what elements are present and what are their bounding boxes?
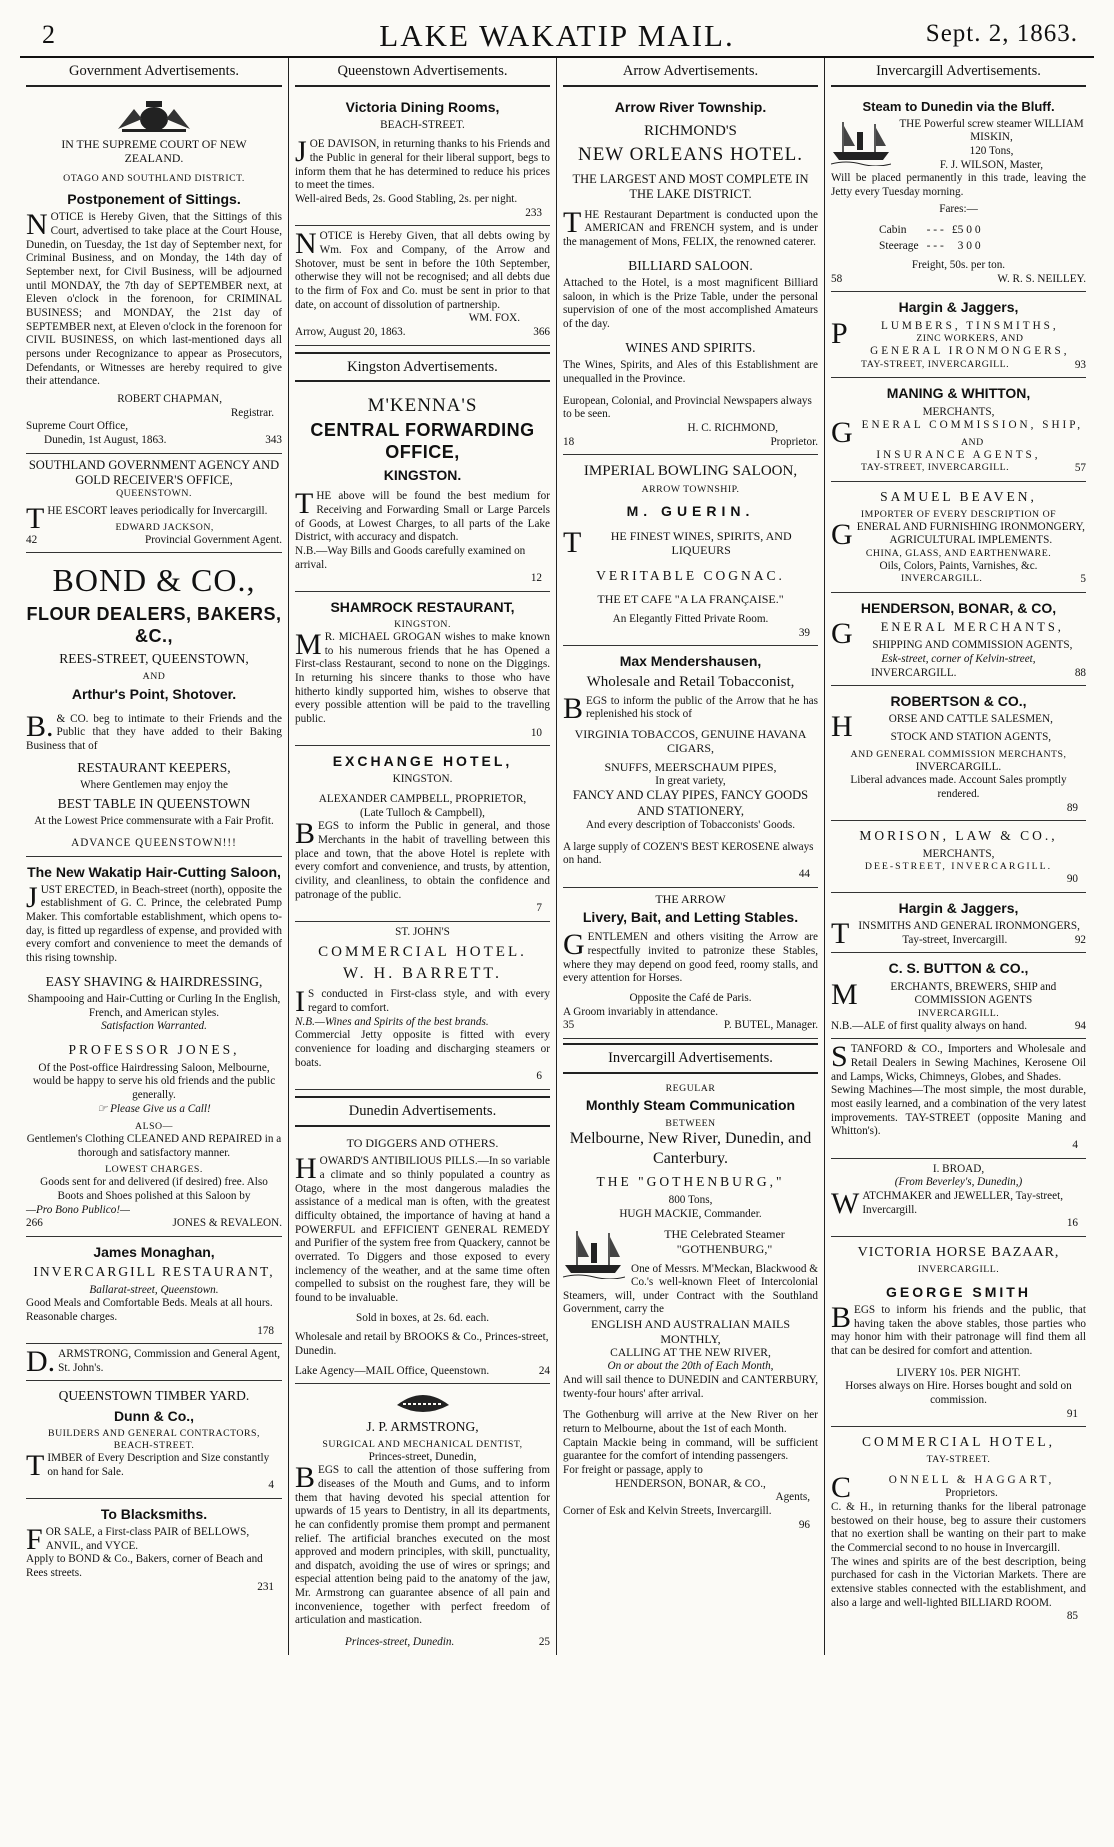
imperial-place: ARROW TOWNSHIP.	[641, 483, 740, 495]
timber-body: TIMBER of Every Description and Size constantly on hand for Sale.	[26, 1448, 270, 1482]
ad-mckenna-forwarding	[295, 387, 550, 592]
blacksmiths-body: FOR SALE, a First-class PAIR of BELLOWS, ANVIL, and VYCE.	[26, 1522, 250, 1556]
miskin-placed: Will be placed permanently in this trade, leaving the Jetty every Tuesday morning.	[831, 172, 1086, 198]
steam-agents-role: Agents,	[775, 1491, 810, 1504]
beaven-town: INVERCARGILL.	[901, 573, 983, 585]
miskin-tons: 120 Tons,	[969, 144, 1014, 157]
bazaar-title: VICTORIA HORSE BAZAAR,	[857, 1244, 1060, 1260]
ad-number: 88	[1074, 666, 1086, 679]
steam-sail: And will sail thence to DUNEDIN and CANTERBURY, twenty-four hours' after arrival.	[563, 1374, 818, 1400]
steam-calling: CALLING AT THE NEW RIVER,	[610, 1347, 771, 1360]
ad-maning-whitton	[831, 378, 1086, 482]
button-nb: N.B.—ALE of first quality always on hand.	[831, 1019, 1028, 1032]
fares-table: Cabin - - - £5 0 0 Steerage - - - 3 0 0	[877, 221, 989, 255]
bazaar-body: BEGS to inform his friends and the public, that having taken the above stables, those parties who may honor him with their patronage will find them all that can be desired for comfort and attention.	[831, 1301, 1086, 1358]
miskin-master: F. J. WILSON, Master,	[939, 158, 1044, 171]
blacksmiths-apply: Apply to BOND & Co., Bakers, corner of Beach and Rees streets.	[26, 1553, 263, 1579]
agency-title: SOUTHLAND GOVERNMENT AGENCY AND GOLD RECEIVER'S OFFICE,	[28, 457, 280, 487]
shamrock-place: KINGSTON.	[394, 619, 451, 631]
ad-number: 7	[536, 902, 542, 915]
commercial-body-2: The wines and spirits are of the best description, being purchased for cash in the Victorian Markets. There are extensive stables connected with the establishment, and also a large and well-lighted BILLIARD ROOM.	[831, 1555, 1086, 1609]
stjohns-jetty: Commercial Jetty opposite is fitted with every convenience for loading and discharging steamers or boats.	[295, 1029, 550, 1069]
bazaar-horses: Horses always on Hire. Horses bought and sold on commission.	[845, 1380, 1072, 1406]
court-district: OTAGO AND SOUTHLAND DISTRICT.	[63, 173, 245, 185]
stjohns-body: IS conducted in First-class style, and with every regard to comfort.	[295, 985, 550, 1019]
ad-william-miskin	[831, 92, 1086, 293]
max-supply: A large supply of COZEN'S BEST KEROSENE always on hand.	[563, 840, 814, 867]
ad-number: 90	[1066, 873, 1078, 886]
ad-number: 93	[1074, 358, 1086, 371]
imperial-title: IMPERIAL BOWLING SALOON,	[583, 463, 798, 480]
ad-antibilious-pills	[295, 1132, 550, 1384]
column-header: Government Advertisements.	[26, 58, 282, 87]
robertson-town: INVERCARGILL.	[915, 760, 1002, 773]
richmond-name: RICHMOND'S	[644, 122, 737, 139]
miskin-freight: Freight, 50s. per ton.	[911, 259, 1006, 272]
haircut-prof-body: Of the Post-office Hairdressing Saloon, Melbourne, would be happy to serve his old friends and the public generally.	[32, 1061, 276, 1101]
exchange-title: EXCHANGE HOTEL,	[332, 753, 513, 770]
ad-number: 57	[1074, 462, 1086, 475]
court-heading: Postponement of Sittings.	[67, 191, 241, 208]
stanford-body: STANFORD & CO., Importers and Wholesale and Retail Dealers in Sewing Machines, Kerosene Oil and Lamps, Wicks, Chimneys, Globes, and Shades.	[831, 1040, 1086, 1083]
hargin-iron: GENERAL IRONMONGERS,	[870, 345, 1070, 358]
beaven-name: SAMUEL BEAVEN,	[880, 489, 1037, 505]
fare-class: Cabin	[879, 224, 907, 237]
exchange-body: BEGS to inform the Public in general, and those Merchants in the habit of travelling between this place and town, that the above Hotel is replete with every comfort and convenience, and trusts, by attention, civility, and cleanliness, to obtain the confidence and patronage of the public.	[295, 817, 550, 901]
haircut-body: JUST ERECTED, in Beach-street (north), opposite the establishment of G. C. Prince, the celebrated Pump Maker. This comfortable establishment, which opens to-day, is fitted up regardless of expense, and provided with every comfort and convenience to meet the demands of this rising township.	[26, 880, 282, 964]
livery-signer: P. BUTEL, Manager.	[723, 1019, 818, 1032]
steamship-icon	[831, 118, 891, 166]
beaven-general: GENERAL AND FURNISHING IRONMONGERY, AGRICULTURAL IMPLEMENTS.	[831, 517, 1085, 551]
miskin-title: Steam to Dunedin via the Bluff.	[862, 98, 1055, 114]
hargin-trade: PLUMBERS, TINSMITHS,	[831, 316, 1059, 350]
monaghan-body: Good Meals and Comfortable Beds. Meals at all hours. Reasonable charges.	[26, 1297, 273, 1323]
timber-street: BEACH-STREET.	[113, 1439, 195, 1451]
max-line-2: SNUFFS, MEERSCHAUM PIPES,	[604, 760, 777, 775]
bond-street: REES-STREET, QUEENSTOWN,	[59, 651, 249, 667]
steam-date: On or about the 20th of Each Month,	[607, 1360, 774, 1373]
ad-number: 6	[536, 1070, 542, 1083]
richmond-largest: THE LARGEST AND MOST COMPLETE IN THE LAKE DISTRICT.	[572, 172, 809, 202]
court-dateline: Dunedin, 1st August, 1863.	[44, 433, 167, 446]
haircut-lowest: LOWEST CHARGES.	[105, 1164, 203, 1176]
denture-icon	[395, 1391, 451, 1415]
ad-number: 94	[1074, 1019, 1086, 1032]
court-role: Registrar.	[230, 406, 274, 419]
timber-firm: Dunn & Co.,	[113, 1407, 195, 1424]
victoria-title: Victoria Dining Rooms,	[345, 98, 500, 115]
court-signer: ROBERT CHAPMAN,	[117, 393, 222, 406]
max-name: Max Mendershausen,	[619, 653, 762, 670]
button-town: INVERCARGILL.	[917, 1007, 1000, 1019]
blacksmiths-title: To Blacksmiths.	[100, 1505, 208, 1522]
fare-price: 3 0 0	[957, 240, 981, 253]
ad-max-mendershausen	[563, 646, 818, 887]
richmond-hotel: NEW ORLEANS HOTEL.	[577, 144, 804, 166]
pills-body: HOWARD'S ANTIBILIOUS PILLS.—In so variable a climate and so thinly populated a country as Otago, where in the most dangerous maladies the assistance of a medical man is often, with the greatest difficulty obtained, the importance of having at hand a POWERFUL and EFFICIENT GENERAL REMEDY and Purifier of the system free from Quackery, cannot be overrated. To Diggers and those exposed to every inclemency of the weather, and at the same time often compelled to subsist on the roughest fare, they will be found to be invaluable.	[295, 1152, 550, 1304]
hargin-zinc: ZINC WORKERS, AND	[916, 333, 1024, 345]
steam-body: One of Messrs. M'Meckan, Blackwood & Co.'s well-known Fleet of Intercolonial Steamers, will, under Contract with the Southland Government, carry the	[563, 1262, 818, 1316]
maning-insurance: INSURANCE AGENTS,	[876, 448, 1041, 461]
ad-stanford	[831, 1039, 1086, 1158]
haircut-shave: EASY SHAVING & HAIRDRESSING,	[45, 973, 263, 989]
monaghan-restaurant: INVERCARGILL RESTAURANT,	[33, 1264, 275, 1280]
ad-number: 44	[798, 867, 810, 880]
stjohns-name: ST. JOHN'S	[395, 925, 450, 938]
shamrock-body: MR. MICHAEL GROGAN wishes to make known to his numerous friends that he has Opened a First-class Restaurant, second to none on the Diggings. In returning his sincere thanks to those who have hitherto kindly supported him, wishes to observe that every possible attention will be paid to the travelling public.	[295, 628, 550, 725]
haircut-satisfaction: Satisfaction Warranted.	[101, 1020, 207, 1033]
ad-number: 96	[798, 1518, 810, 1531]
victoria-beds: Well-aired Beds, 2s. Good Stabling, 2s. per night.	[295, 193, 518, 206]
fare-class: Steerage	[879, 240, 919, 253]
ad-hargin-jaggers-1	[831, 292, 1086, 378]
henderson-general: GENERAL MERCHANTS,	[831, 617, 1064, 651]
morison-merchants: MERCHANTS,	[922, 847, 995, 860]
ad-number: 39	[798, 626, 810, 639]
bond-and: AND	[142, 670, 166, 682]
broad-from: (From Beverley's, Dunedin,)	[894, 1176, 1023, 1189]
ad-victoria-dining-rooms	[295, 92, 550, 227]
ad-number: 18	[563, 435, 575, 448]
pills-boxes: Sold in boxes, at 2s. 6d. each.	[356, 1311, 489, 1324]
steam-between: BETWEEN	[665, 1117, 716, 1129]
ad-james-monaghan	[26, 1237, 282, 1344]
issue-date: Sept. 2, 1863.	[925, 20, 1078, 47]
steam-commander: HUGH MACKIE, Commander.	[619, 1207, 762, 1220]
livery-title: Livery, Bait, and Letting Stables.	[582, 909, 799, 926]
button-name: C. S. BUTTON & CO.,	[888, 960, 1029, 977]
dentist-footer: Princes-street, Dunedin.	[345, 1636, 455, 1649]
ad-number: 4	[268, 1479, 274, 1492]
haircut-cleaned: Gentlemen's Clothing CLEANED AND REPAIRED in a thorough and satisfactory manner.	[26, 1133, 282, 1159]
ad-supreme-court	[26, 92, 282, 454]
ad-morison-law	[831, 821, 1086, 893]
ad-hair-cutting-saloon	[26, 857, 282, 1237]
steam-regular: REGULAR	[665, 1082, 716, 1094]
max-line-5: And every description of Tobacconists' Goods.	[585, 818, 796, 831]
commercial-title: COMMERCIAL HOTEL,	[862, 1434, 1055, 1450]
pills-title: TO DIGGERS AND OTHERS.	[346, 1135, 499, 1150]
stanford-sewing: Sewing Machines—The most simple, the most durable, most easily learned, and a combination of the very latest improvements. TAY-STREET (opposite Maning and Whitton's).	[831, 1084, 1086, 1138]
ad-st-johns-hotel	[295, 922, 550, 1090]
richmond-papers: European, Colonial, and Provincial Newspapers always to be seen.	[563, 394, 812, 421]
robertson-name: ROBERTSON & CO.,	[890, 693, 1027, 710]
bond-place: Arthur's Point, Shotover.	[71, 685, 237, 702]
masthead	[20, 16, 1094, 58]
ad-number: 25	[538, 1636, 550, 1649]
bazaar-owner: GEORGE SMITH	[886, 1283, 1031, 1300]
ad-number: 231	[257, 1580, 274, 1593]
bond-where: Where Gentlemen may enjoy the	[80, 779, 228, 792]
mckenna-nb: N.B.—Way Bills and Goods carefully examined on arrival.	[295, 545, 526, 571]
stjohns-title: COMMERCIAL HOTEL.	[318, 943, 527, 960]
haircut-call: ☞ Please Give us a Call!	[97, 1102, 211, 1115]
victoria-street: BEACH-STREET.	[380, 118, 465, 131]
steam-corner: Corner of Esk and Kelvin Streets, Invercargill.	[563, 1504, 772, 1517]
livery-groom: A Groom invariably in attendance.	[563, 1005, 719, 1018]
commercial-role: Proprietors.	[945, 1487, 998, 1500]
steam-route: Melbourne, New River, Dunedin, and Canterbury.	[569, 1130, 812, 1167]
court-office: Supreme Court Office,	[26, 420, 129, 433]
livery-name: THE ARROW	[655, 891, 726, 906]
imperial-cafe: THE ET CAFE "A LA FRANÇAISE."	[597, 592, 784, 607]
stjohns-owner: W. H. BARRETT.	[343, 964, 502, 982]
agency-role: Provincial Government Agent.	[144, 533, 282, 546]
ad-richmonds-hotel	[563, 92, 818, 456]
richmond-signer: H. C. RICHMOND,	[687, 421, 778, 434]
mckenna-place: KINGSTON.	[383, 467, 462, 484]
exchange-late: (Late Tulloch & Campbell),	[360, 806, 485, 819]
haircut-shampoo: Shampooing and Hair-Cutting or Curling In the English, French, and American styles.	[27, 993, 281, 1019]
beaven-china: CHINA, GLASS, AND EARTHENWARE.	[865, 547, 1052, 559]
pills-wholesale: Wholesale and retail by BROOKS & Co., Princes-street, Dunedin.	[295, 1331, 549, 1357]
ad-number: 24	[538, 1364, 550, 1377]
column-header: Queenstown Advertisements.	[295, 58, 550, 87]
livery-opposite: Opposite the Café de Paris.	[629, 991, 752, 1004]
richmond-billiard: BILLIARD SALOON.	[628, 257, 753, 273]
max-line-3: In great variety,	[655, 774, 726, 787]
bazaar-town: INVERCARGILL.	[917, 1264, 1000, 1276]
beaven-importer: IMPORTER OF EVERY DESCRIPTION OF	[860, 508, 1057, 520]
steam-captain: Captain Mackie being in command, will be sufficient guarantee for the comfort of intending passengers.	[563, 1436, 818, 1463]
royal-crest-icon	[112, 99, 196, 133]
steam-ship: THE "GOTHENBURG,"	[596, 1174, 785, 1190]
stjohns-nb: N.B.—Wines and Spirits of the best brands.	[295, 1015, 489, 1028]
henderson-name: HENDERSON, BONAR, & CO,	[860, 600, 1057, 617]
maning-merchants: MERCHANTS,	[922, 405, 995, 418]
page-number: 2	[42, 20, 55, 49]
miskin-signer: W. R. S. NEILLEY.	[997, 272, 1086, 285]
max-body: BEGS to inform the public of the Arrow that he has replenished his stock of	[563, 691, 818, 725]
maning-street: TAY-STREET, INVERCARGILL.	[861, 462, 1010, 474]
broad-name: I. BROAD,	[932, 1162, 985, 1175]
ad-number: 366	[533, 325, 550, 338]
commercial-owners: CONNELL & HAGGART,	[831, 1470, 1055, 1504]
bazaar-livery: LIVERY 10s. PER NIGHT.	[896, 1366, 1021, 1379]
section-header-kingston: Kingston Advertisements.	[295, 352, 550, 383]
bond-name: BOND & CO.,	[52, 562, 256, 599]
ad-d-armstrong	[26, 1344, 282, 1381]
shamrock-title: SHAMROCK RESTAURANT,	[330, 599, 515, 616]
steam-arrive: The Gothenburg will arrive at the New River on her return to Melbourne, about the 1st of each Month.	[563, 1409, 818, 1436]
hargin2-street: Tay-street, Invercargill.	[902, 933, 1008, 946]
steam-mails: ENGLISH AND AUSTRALIAN MAILS MONTHLY,	[590, 1317, 790, 1346]
steam-steamer: THE Celebrated Steamer "GOTHENBURG,"	[664, 1227, 785, 1256]
haircut-signer: JONES & REVALEON.	[172, 1217, 282, 1230]
commercial-body: C. & H., in returning thanks for the liberal patronage bestowed on their house, beg to assure their customers that no exertion shall be wanting on their part to make the Commercial second to no house in Invercargill.	[831, 1501, 1086, 1554]
haircut-title: The New Wakatip Hair-Cutting Saloon,	[27, 863, 281, 880]
ad-number: 85	[1066, 1610, 1078, 1623]
section-header-invercargill: Invercargill Advertisements.	[563, 1043, 818, 1074]
morison-street: DEE-STREET, INVERCARGILL.	[864, 861, 1053, 873]
haircut-goods: Goods sent for and delivered (if desired) free. Also Boots and Shoes polished at this Saloon by	[40, 1176, 268, 1203]
fox-body: NOTICE is Hereby Given, that all debts owing by Wm. Fox and Company, of the Arrow and Shotover, must be sent in before the 10th September, otherwise they will not be recognised; and all debts due to the firm of Fox and Co. must be sent in prior to that date, on account of dissolution of partnership.	[295, 227, 550, 311]
bond-advance: ADVANCE QUEENSTOWN!!!	[71, 836, 237, 849]
mckenna-title: CENTRAL FORWARDING OFFICE,	[310, 420, 535, 463]
armstrong-body: D.ARMSTRONG, Commission and General Agent, St. John's.	[26, 1345, 281, 1379]
hargin2-trade: TINSMITHS AND GENERAL IRONMONGERS,	[831, 917, 1080, 951]
dentist-trade: SURGICAL AND MECHANICAL DENTIST,	[322, 1438, 523, 1450]
steam-agents: HENDERSON, BONAR, & CO.,	[615, 1477, 766, 1490]
maning-and: AND	[960, 436, 984, 448]
maning-general: GENERAL COMMISSION, SHIP,	[831, 416, 1084, 450]
ad-number: 233	[525, 206, 542, 219]
miskin-fares: Fares:—	[939, 203, 978, 216]
richmond-billiard-body: Attached to the Hotel, is a most magnificent Billiard saloon, in which is the Prize Table, under the personal supervision of one of the most accomplished Amateurs of the day.	[563, 277, 818, 331]
morison-name: MORISON, LAW & CO.,	[859, 828, 1058, 844]
max-line-1: VIRGINIA TOBACCOS, GENUINE HAVANA CIGARS,	[574, 726, 807, 756]
ad-number: 5	[1080, 573, 1086, 586]
ad-number: 58	[831, 272, 843, 285]
exchange-owner: ALEXANDER CAMPBELL, PROPRIETOR,	[318, 793, 527, 806]
ad-number: 4	[1072, 1139, 1078, 1152]
ad-arrow-livery-stables	[563, 888, 818, 1039]
haircut-also: ALSO—	[135, 1121, 173, 1133]
steam-freight: For freight or passage, apply to	[563, 1464, 703, 1476]
richmond-role: Proprietor.	[770, 435, 818, 448]
bond-intro: B.& CO. beg to intimate to their Friends and the Public that they have added to their Baking Business that of	[26, 709, 282, 753]
richmond-wines: WINES AND SPIRITS.	[625, 339, 756, 355]
ad-number: 10	[530, 726, 542, 739]
button-trade: MERCHANTS, BREWERS, SHIP and COMMISSION AGENTS	[831, 977, 1057, 1011]
hargin2-name: Hargin & Jaggers,	[898, 900, 1019, 917]
ad-number: 266	[26, 1217, 43, 1230]
robertson-general: AND GENERAL COMMISSION MERCHANTS,	[850, 748, 1067, 760]
henderson-town: INVERCARGILL.	[871, 666, 957, 679]
henderson-corner: Esk-street, corner of Kelvin-street,	[881, 653, 1036, 666]
ad-number: 42	[26, 533, 38, 546]
broad-trade: WATCHMAKER and JEWELLER, Tay-street, Invercargill.	[831, 1186, 1063, 1220]
victoria-body: JOE DAVISON, in returning thanks to his Friends and the Public in general for their liberal support, begs to inform them that he has determined to reduce his prices to meet the times.	[295, 135, 550, 192]
max-line-4: FANCY AND CLAY PIPES, FANCY GOODS AND STATIONERY,	[572, 788, 809, 818]
robertson-advances: Liberal advances made. Account Sales promptly rendered.	[850, 774, 1067, 801]
commercial-street: TAY-STREET.	[926, 1453, 991, 1465]
timber-trade: BUILDERS AND GENERAL CONTRACTORS,	[48, 1428, 260, 1440]
dentist-name: J. P. ARMSTRONG,	[366, 1419, 479, 1435]
imperial-room: An Elegantly Fitted Private Room.	[612, 612, 769, 625]
exchange-place: KINGSTON.	[392, 773, 453, 786]
ad-exchange-hotel	[295, 746, 550, 922]
ad-blacksmiths	[26, 1499, 282, 1599]
fox-signer: WM. FOX.	[468, 312, 520, 325]
ad-fox-notice	[295, 226, 550, 345]
ad-hargin-jaggers-2	[831, 893, 1086, 953]
ad-samuel-beaven	[831, 482, 1086, 593]
ad-shamrock-restaurant	[295, 592, 550, 746]
section-header-dunedin: Dunedin Advertisements.	[295, 1096, 550, 1127]
mckenna-name: M'KENNA'S	[367, 395, 478, 417]
column-arrow	[556, 58, 824, 1655]
ad-southland-agency	[26, 454, 282, 554]
imperial-owner: M. GUERIN.	[626, 503, 755, 520]
fox-dateline: Arrow, August 20, 1863.	[295, 325, 406, 338]
ad-number: 89	[1066, 801, 1078, 814]
column-invercargill	[824, 58, 1092, 1655]
court-title: IN THE SUPREME COURT OF NEW ZEALAND.	[61, 136, 247, 166]
haircut-professor: PROFESSOR JONES,	[68, 1042, 240, 1058]
newspaper-title: LAKE WAKATIP MAIL.	[379, 18, 735, 53]
pills-agency: Lake Agency—MAIL Office, Queenstown.	[295, 1364, 490, 1377]
ad-imperial-bowling-saloon	[563, 455, 818, 646]
ad-timber-yard	[26, 1381, 282, 1498]
imperial-finest: THE FINEST WINES, SPIRITS, AND LIQUEURS	[563, 525, 792, 559]
steam-tons: 800 Tons,	[668, 1193, 713, 1206]
steam-title: Monthly Steam Communication	[585, 1097, 796, 1114]
column-queenstown	[288, 58, 556, 1655]
dentist-street: Princes-street, Dunedin,	[368, 1450, 477, 1463]
ad-cs-button	[831, 953, 1086, 1039]
ad-dentist-armstrong	[295, 1384, 550, 1655]
ad-number: 35	[563, 1019, 575, 1032]
richmond-township: Arrow River Township.	[614, 98, 767, 115]
richmond-wines-body: The Wines, Spirits, and Ales of this Establishment are unequalled in the Province.	[563, 359, 818, 385]
livery-body: GENTLEMEN and others visiting the Arrow are respectfully invited to patronize these Stables, where they may depend on good feed, roomy stalls, and every attention for Horses.	[563, 928, 818, 985]
court-body: NOTICE is Hereby Given, that the Sittings of this Court, advertised to take place at the Court House, Dunedin, on Tuesday, the 1st day of September next, for Criminal Business, and on Monday, the 14th day of September next, for Civil Business, will be adjourned until MONDAY, the 7th day of SEPTEMBER next, at Eleven o'clock in the forenoon, for CRIMINAL BUSINESS; and MONDAY, the 21st day of SEPTEMBER next, at Eleven o'clock in the forenoon for CIVIL BUSINESS, on which last-mentioned days all persons under Recognizance to appear as Prosecutors, Defendants, or Witnesses are hereby required to give their attendance.	[26, 208, 282, 388]
henderson-shipping: SHIPPING AND COMMISSION AGENTS,	[872, 639, 1073, 652]
ad-number: 12	[530, 572, 542, 585]
imperial-cognac: VERITABLE COGNAC.	[596, 567, 785, 583]
ad-number: 16	[1066, 1217, 1078, 1230]
dentist-body: BEGS to call the attention of those suffering from diseases of the Mouth and Gums, and to inform them that having devoted his special attention for upwards of 15 years to Dentistry, in all its departments, he can confidently promise them prompt and permanent relief. The artificial branches executed on the most approved and modern principles, with skill, punctuality, and dispatch, avoiding the use of wires or springs; and especial attention being paid to the anatomy of the jaw, Mr. Armstrong can guarantee absence of all pain and inconvenience, together with perfect freedom of articulation and mastication.	[295, 1461, 550, 1627]
bond-trade: FLOUR DEALERS, BAKERS, &C.,	[26, 604, 282, 647]
hargin-street: TAY-STREET, INVERCARGILL.	[861, 358, 1010, 370]
agency-town: QUEENSTOWN.	[116, 488, 192, 500]
bond-best: BEST TABLE IN QUEENSTOWN	[57, 795, 251, 811]
steamship-icon	[563, 1227, 625, 1279]
ad-robertson	[831, 686, 1086, 821]
hargin-name: Hargin & Jaggers,	[898, 299, 1019, 316]
robertson-stock: STOCK AND STATION AGENTS,	[890, 731, 1052, 744]
richmond-body: THE Restaurant Department is conducted upon the AMERICAN and FRENCH system, and is under the management of Mons, FELIX, the renowned caterer.	[563, 205, 818, 249]
ad-number: 92	[1074, 933, 1086, 946]
columns	[20, 58, 1094, 1655]
beaven-oils: Oils, Colors, Paints, Varnishes, &c.	[879, 559, 1038, 572]
ad-number: 343	[265, 433, 282, 446]
robertson-horse: HORSE AND CATTLE SALESMEN,	[831, 710, 1053, 744]
miskin-body: THE Powerful screw steamer WILLIAM MISKIN,	[899, 117, 1084, 144]
maning-name: MANING & WHITTON,	[886, 385, 1031, 402]
ad-commercial-hotel	[831, 1427, 1086, 1629]
bond-price: At the Lowest Price commensurate with a Fair Profit.	[34, 815, 274, 828]
ad-i-broad	[831, 1159, 1086, 1237]
agency-body: THE ESCORT leaves periodically for Invercargill.	[26, 502, 268, 536]
ad-bond-and-co	[26, 553, 282, 856]
max-trade: Wholesale and Retail Tobacconist,	[586, 674, 795, 691]
column-header: Invercargill Advertisements.	[831, 58, 1086, 87]
column-government	[20, 58, 288, 1655]
ad-victoria-horse-bazaar	[831, 1237, 1086, 1427]
fare-price: £5 0 0	[951, 224, 981, 237]
column-header: Arrow Advertisements.	[563, 58, 818, 87]
ad-gothenburg-steamer	[563, 1079, 818, 1538]
agency-signer: EDWARD JACKSON,	[115, 521, 214, 533]
ad-number: 178	[257, 1324, 274, 1337]
haircut-probono: —Pro Bono Publico!—	[26, 1203, 130, 1216]
timber-title: QUEENSTOWN TIMBER YARD.	[58, 1388, 250, 1404]
bond-keepers: RESTAURANT KEEPERS,	[77, 759, 231, 775]
ad-number: 91	[1066, 1407, 1078, 1420]
monaghan-name: James Monaghan,	[93, 1243, 215, 1260]
mckenna-body: THE above will be found the best medium for Receiving and Forwarding Small or Large Parcels of Goods, at Lowest Charges, to all parts of the Lake District, with accuracy and dispatch.	[295, 487, 550, 544]
monaghan-street: Ballarat-street, Queenstown.	[89, 1283, 219, 1296]
ad-henderson-bonar	[831, 593, 1086, 686]
